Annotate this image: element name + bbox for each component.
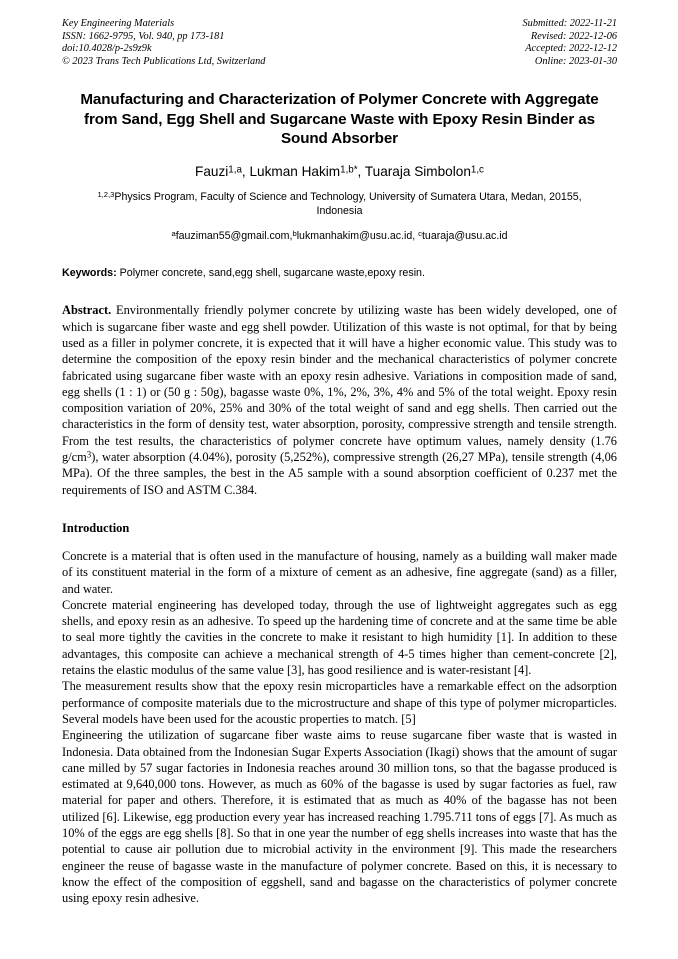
journal-header-left (62, 18, 265, 68)
keywords-label: Keywords: (62, 267, 117, 280)
journal-header (62, 18, 617, 68)
introduction-paragraph-1: Concrete is a material that is often used in the manufacture of housing, namely as a building wall maker made of its constituent material in the form of a mixture of cement as an adhesive, fine aggregate (sand) as a filler, and water. (62, 548, 617, 596)
introduction-heading: Introduction (62, 520, 130, 535)
author-emails (62, 229, 617, 243)
abstract-label: Abstract. (62, 303, 112, 318)
author-2-name: Lukman Hakim (249, 163, 341, 179)
journal-doi: doi:10.4028/p-2s9z9k (62, 43, 152, 55)
introduction-paragraph-4: Engineering the utilization of sugarcane fiber waste aims to reuse sugarcane fiber waste that is wasted in Indonesia. Data obtained from the Indonesian Sugar Experts Association (Ikagi) shows that the amount of sugar cane milled by 57 sugar factories in Indonesia reaches around 30 million tons, so that the bagasse produced is estimated at 9,640,000 tons. However, as much as 60% of the bagasse is used by sugar factories as fuel, raw material for paper and others. Therefore, it is estimated that as much as 40% of the bagasse has not been utilized [6]. Likewise, egg production every year has increased reaching 1.795.711 tons of eggs [7]. As much as 10% of the eggs are egg shells [8]. So that in one year the number of egg shells increases into waste that has the potential to cause air pollution due to microbial activity in the environment [9]. This made the researchers engineer the reuse of bagasse waste in the manufacture of polymer concrete. Based on this, it is necessary to know the effect of the composition of eggshell, sand and bagasse on the characteristics of polymer concrete using epoxy resin adhesive. (62, 728, 617, 906)
paper-title: Manufacturing and Characterization of Polymer Concrete with Aggregate from Sand, Egg Shell and Sugarcane Waste with Epoxy Resin Binder as Sound Absorber (80, 91, 599, 148)
email-1-superscript: a (171, 229, 176, 239)
abstract-text-part1: Environmentally friendly polymer concrete by utilizing waste has been widely developed, one of which is sugarcane fiber waste and egg shell powder. Utilization of this waste is not optimal, for that by being used as a filler in polymer concrete, it is expected that it will have a higher economic value. This study was to determine the composition of the epoxy resin binder and the mechanical characteristics of polymer concrete fabricated using sugarcane fiber waste with an epoxy resin adhesive. Variations in composition made of sand, egg shells (1 : 1) or (50 g : 50g), bagasse waste 0%, 1%, 2%, 3%, 4% and 5% of the total weight. Epoxy resin composition variation of 20%, 25% and 30% of the total weight of sand and egg shells. Then carried out the characteristics in the form of density test, water absorption, porosity, compressive strength and tensile strength. From the test results, the characteristics of polymer concrete have optimum values, namely density (1.76 g/cm (62, 303, 617, 465)
author-1-name: Fauzi (195, 163, 229, 179)
email-2-address[interactable]: lukmanhakim@usu.ac.id, (296, 230, 416, 243)
affiliation (62, 190, 617, 219)
online-date: Online: 2023-01-30 (534, 55, 617, 67)
abstract-block (62, 302, 617, 498)
keywords-value: Polymer concrete, sand,egg shell, sugarcane waste,epoxy resin. (119, 267, 425, 280)
author-1-superscript: 1,a (228, 163, 242, 175)
journal-header-right (523, 18, 617, 68)
revised-date: Revised: 2022-12-06 (530, 30, 617, 42)
author-separator-2: , (357, 163, 365, 179)
author-3-superscript: 1,c (470, 163, 484, 175)
journal-copyright: © 2023 Trans Tech Publications Ltd, Switzerland (62, 55, 266, 67)
email-3-superscript: c (418, 229, 422, 239)
introduction-paragraph-2: Concrete material engineering has developed today, through the use of lightweight aggregates such as egg shells, and epoxy resin as an adhesive. To speed up the hardening time of concrete and at the same time be able to seal more tightly the cavities in the concrete to make it resistant to high humidity [1]. In addition to these advantages, this composite can achieve a mechanical strength of 4-5 times higher than cement-concrete [2], retains the elastic modulus of the same value [3], has good resilience and is water-resistant [4]. (62, 597, 617, 678)
accepted-date: Accepted: 2022-12-12 (525, 43, 617, 55)
email-2-superscript: b (292, 229, 297, 239)
introduction-paragraph-3: The measurement results show that the epoxy resin microparticles have a remarkable effect on the adsorption performance of composite materials due to the microstructure and shape of this type of polymer microparticles. Several models have been used for the acoustic properties to match. [5] (62, 679, 617, 726)
author-list (62, 163, 617, 180)
introduction-body (62, 548, 617, 907)
affiliation-superscript: 1,2,3 (97, 189, 115, 199)
author-3-name: Tuaraja Simbolon (364, 163, 471, 179)
author-separator-1: , (241, 163, 250, 179)
abstract-text-part2: ), water absorption (4.04%), porosity (5,252%), compressive strength (26,27 MPa), tensile strength (4,06 MPa). Of the three samples, the best in the A5 sample with a sound absorption coefficient of 0.237 met the requirements of ISO and ASTM C.384. (62, 450, 617, 497)
email-3-address[interactable]: tuaraja@usu.ac.id (421, 230, 508, 243)
affiliation-text: Physics Program, Faculty of Science and Technology, University of Sumatera Utara, Medan, 20155, Indonesia (114, 190, 582, 217)
abstract-superscript-cubic: 3 (86, 449, 92, 460)
journal-name: Key Engineering Materials (62, 18, 175, 29)
email-1-address[interactable]: fauziman55@gmail.com, (175, 230, 293, 243)
keywords-line (62, 266, 617, 280)
journal-issn-volume: ISSN: 1662-9795, Vol. 940, pp 173-181 (62, 30, 225, 42)
submitted-date: Submitted: 2022-11-21 (522, 18, 617, 29)
author-2-superscript: 1,b* (340, 163, 358, 175)
